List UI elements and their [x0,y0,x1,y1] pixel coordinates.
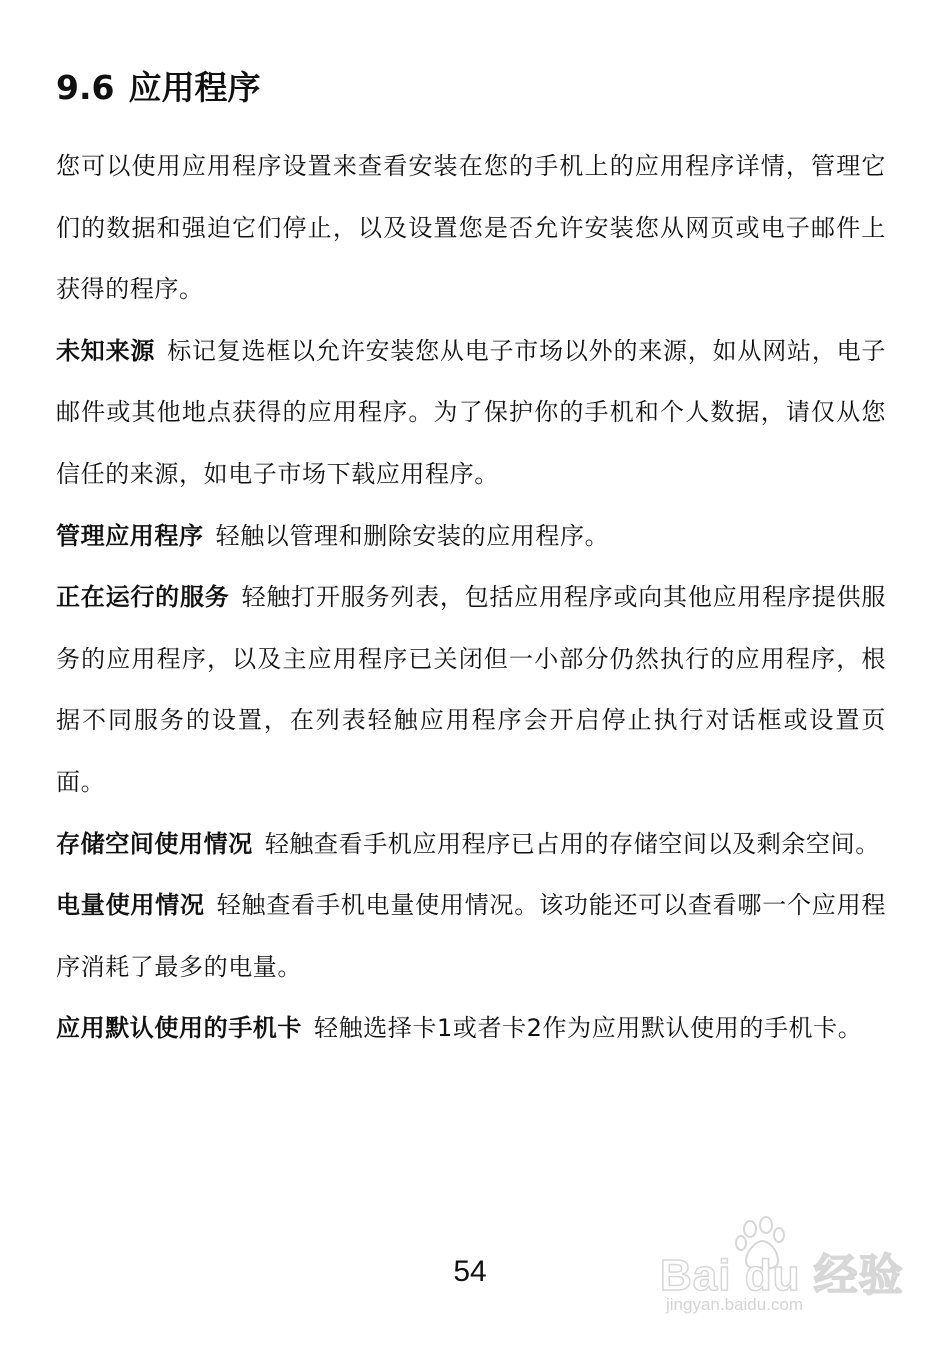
item-term: 管理应用程序 [56,521,204,550]
item-term: 存储空间使用情况 [56,829,253,858]
item-term: 应用默认使用的手机卡 [56,1014,302,1043]
item-description: 轻触查看手机应用程序已占用的存储空间以及剩余空间。 [264,829,880,858]
baidu-jingyan-watermark [660,1215,904,1325]
document-page [56,62,886,1060]
intro-paragraph: 您可以使用应用程序设置来查看安装在您的手机上的应用程序详情，管理它们的数据和强迫它们停止，以及设置您是否允许安装您从网页或电子邮件上获得的程序。 [56,152,886,304]
item-default-sim [56,998,886,1060]
section-title: 应用程序 [128,68,261,107]
item-description: 轻触打开服务列表，包括应用程序或向其他应用程序提供服务的应用程序，以及主应用程序已关闭但一小部分仍然执行的应用程序，根据不同服务的设置，在列表轻触应用程序会开启停止执行对话框或设置页面。 [56,583,886,796]
item-term: 正在运行的服务 [56,583,230,612]
section-number: 9.6 [56,68,115,107]
item-term: 未知来源 [56,336,156,365]
item-storage-use [56,814,886,876]
item-description: 轻触查看手机电量使用情况。该功能还可以查看哪一个应用程序消耗了最多的电量。 [56,891,886,981]
section-heading [56,62,886,114]
item-term: 电量使用情况 [56,891,205,920]
item-battery-use [56,875,886,998]
watermark-url: jingyan.baidu.com [666,1295,804,1314]
item-running-services [56,567,886,813]
item-description: 轻触以管理和删除安装的应用程序。 [215,521,610,550]
watermark-logo-text: Bai du 经验 [660,1251,904,1300]
item-description: 标记复选框以允许安装您从电子市场以外的来源，如从网站，电子邮件或其他地点获得的应用程序。为了保护你的手机和个人数据，请仅从您信任的来源，如电子市场下载应用程序。 [56,336,886,488]
item-unknown-sources [56,321,886,506]
page-number: 54 [453,1255,487,1288]
item-description: 轻触选择卡1或者卡2作为应用默认使用的手机卡。 [314,1014,863,1043]
item-manage-apps [56,506,886,568]
